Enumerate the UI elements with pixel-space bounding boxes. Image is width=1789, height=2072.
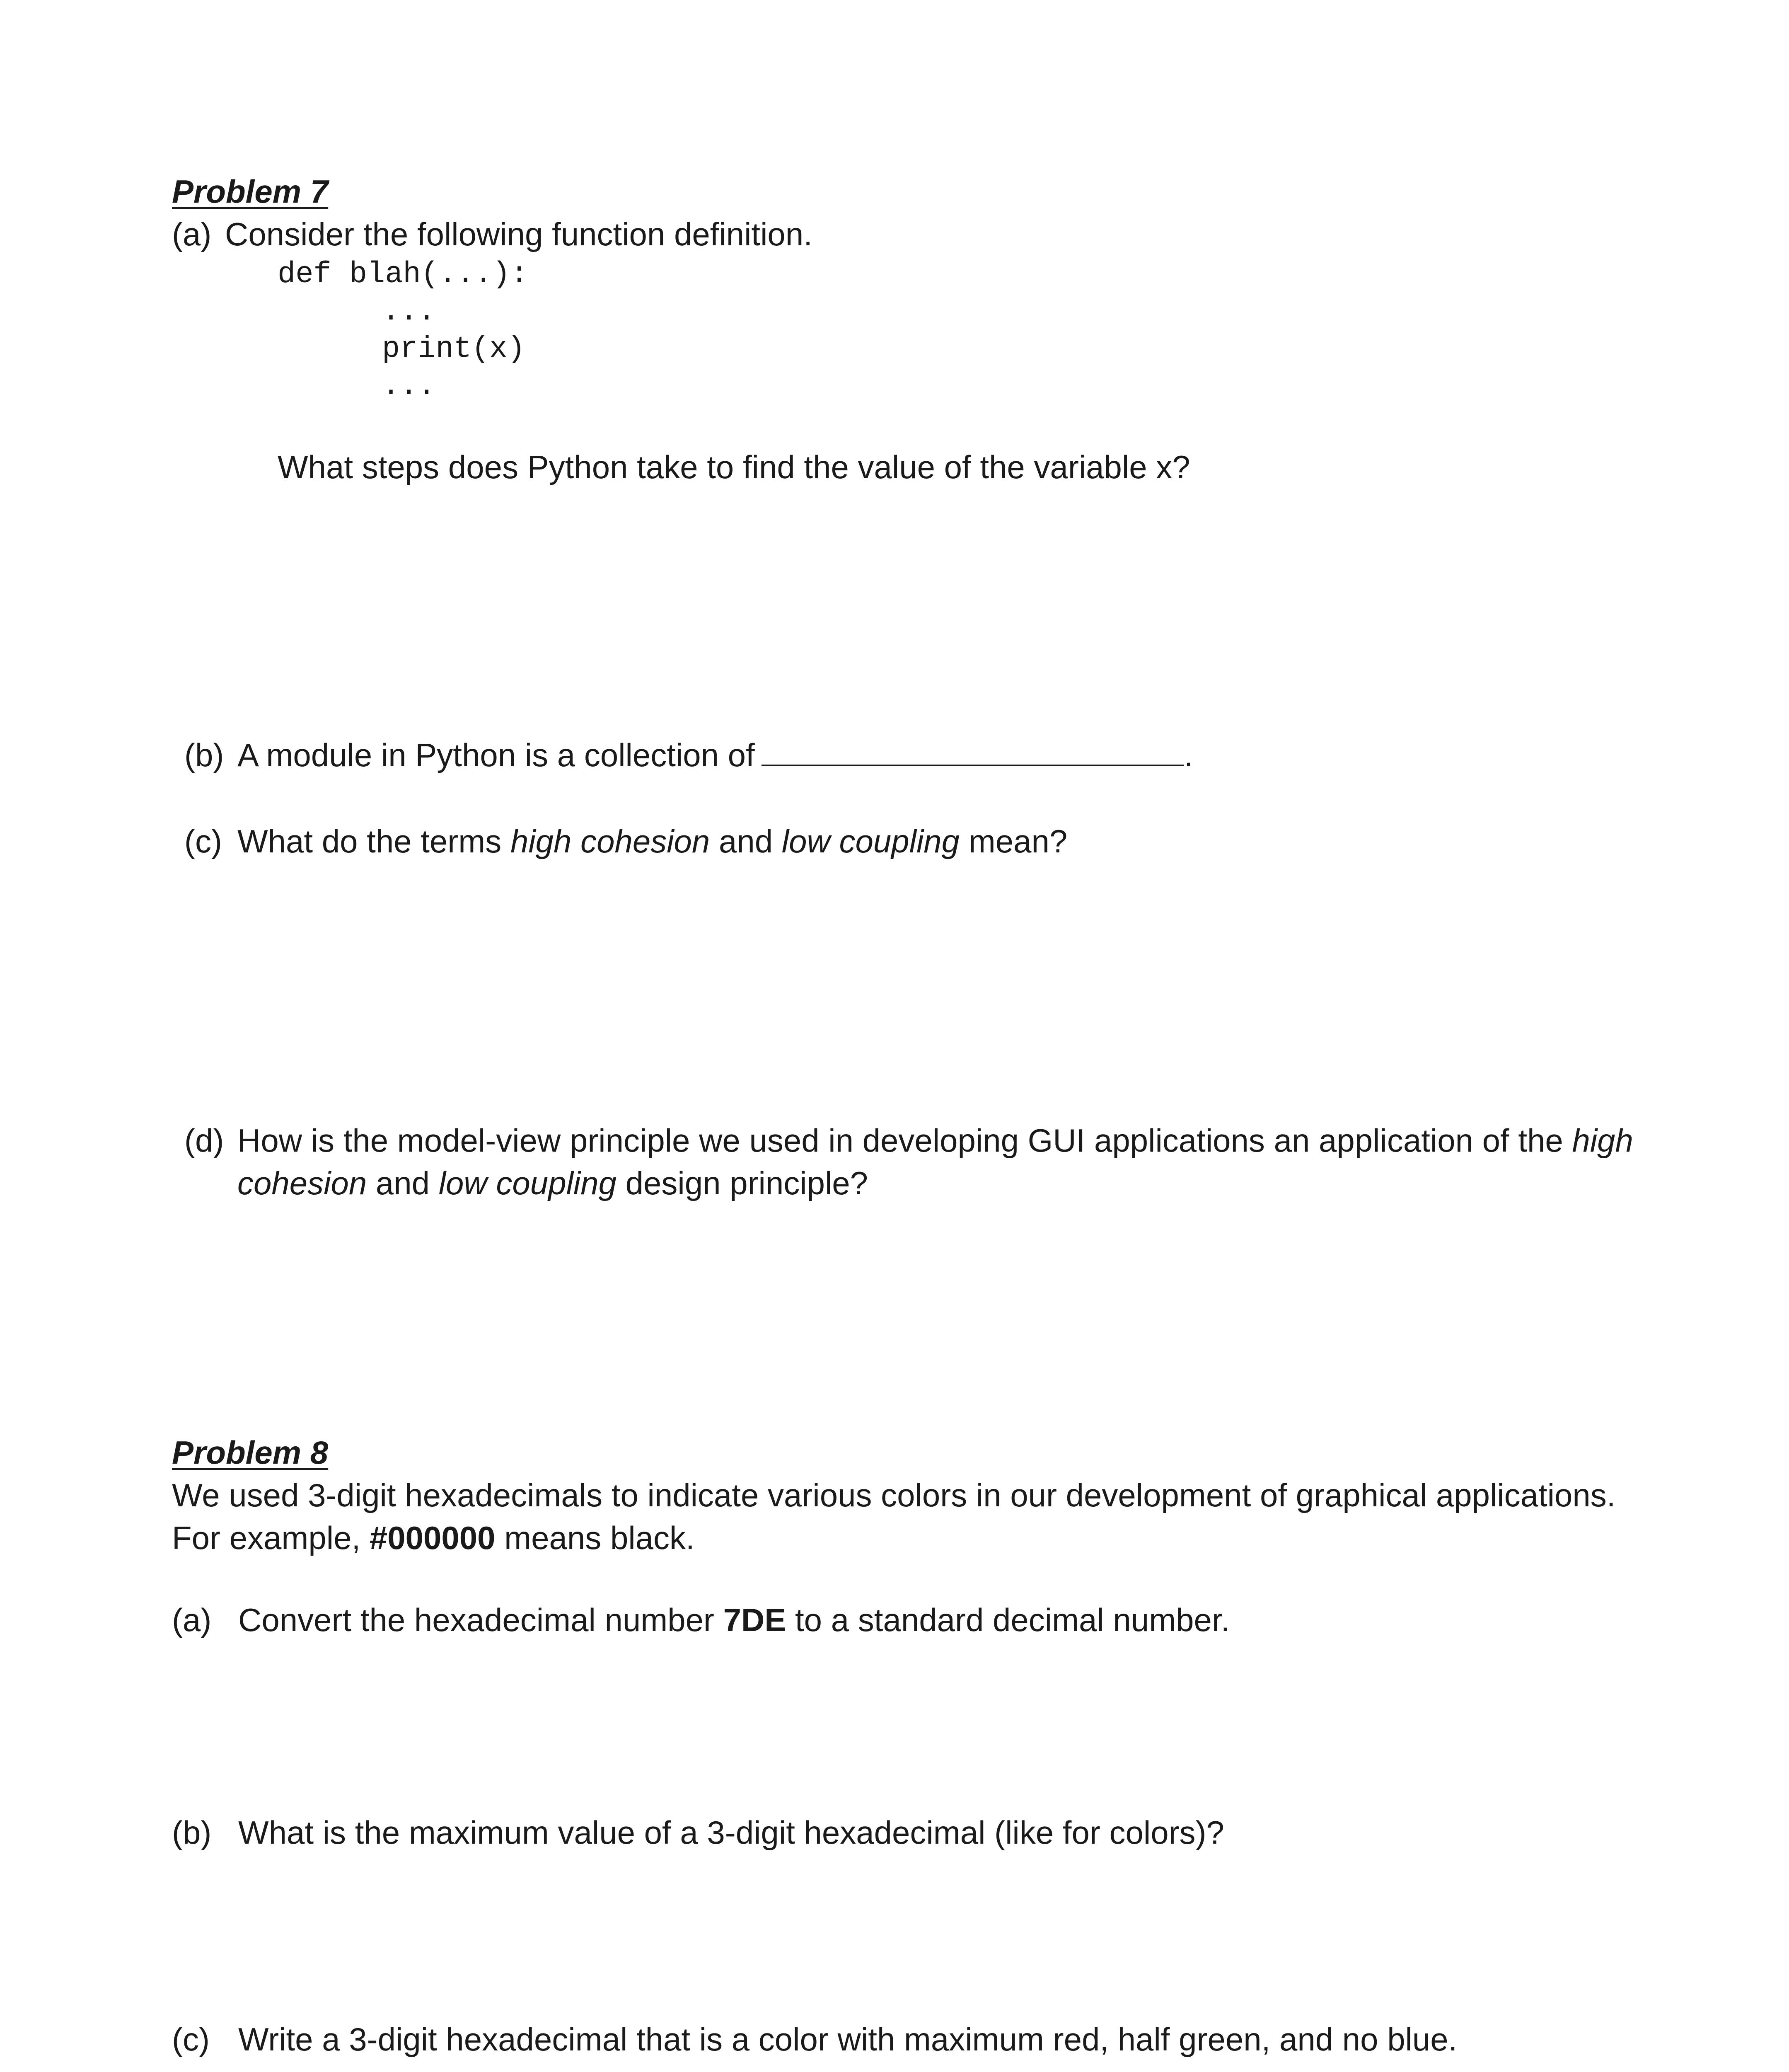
problem-8c-label: (c) (172, 2021, 210, 2057)
problem-7c-prompt (184, 820, 1067, 863)
code-line-print: print(x) (382, 332, 525, 366)
problem-8b-label: (b) (172, 1814, 212, 1851)
problem-7d-label: (d) (184, 1122, 224, 1159)
problem-7c-pre: What do the terms (237, 823, 510, 859)
problem-8a-post: to a standard decimal number. (786, 1602, 1230, 1638)
code-line-ellipsis-2: ... (382, 369, 436, 403)
term-low-coupling-d: low coupling (438, 1165, 616, 1201)
problem-7c-post: mean? (960, 823, 1068, 859)
problem-8a-prompt (172, 1598, 1230, 1641)
problem-7a-prompt (172, 213, 812, 256)
term-high-cohesion: high cohesion (510, 823, 710, 859)
problem-8-intro-line1: We used 3-digit hexadecimals to indicate various colors in our development of graphical applications. (172, 1477, 1616, 1513)
problem-7b-period: . (1184, 737, 1193, 773)
problem-7d-prompt-line1 (184, 1119, 1633, 1162)
term-cohesion: cohesion (237, 1165, 367, 1201)
problem-8c-text: Write a 3-digit hexadecimal that is a color with maximum red, half green, and no blue. (238, 2021, 1458, 2057)
problem-7c-mid: and (710, 823, 782, 859)
hex-value-7de: 7DE (723, 1602, 786, 1638)
problem-7d-line1: How is the model-view principle we used in developing GUI applications an application of the (237, 1122, 1572, 1159)
code-line-ellipsis-1: ... (382, 295, 436, 329)
problem-7b-text: A module in Python is a collection of (237, 737, 755, 773)
problem-8b-prompt (172, 1811, 1224, 1854)
problem-8-intro-post: means black. (495, 1520, 695, 1556)
problem-7a-question: What steps does Python take to find the value of the variable x? (278, 449, 1190, 485)
code-line-def: def blah(...): (278, 257, 528, 291)
problem-7-title: Problem 7 (172, 173, 329, 210)
problem-7b-prompt (184, 733, 1193, 777)
problem-7d-prompt-line2 (237, 1162, 868, 1205)
problem-8-intro-pre: For example, (172, 1520, 370, 1556)
problem-8b-text: What is the maximum value of a 3-digit hexadecimal (like for colors)? (238, 1814, 1224, 1851)
problem-7b-label: (b) (184, 737, 224, 773)
term-low-coupling: low coupling (781, 823, 960, 859)
term-high: high (1572, 1122, 1633, 1159)
problem-8a-pre: Convert the hexadecimal number (238, 1602, 723, 1638)
answer-blank[interactable] (762, 736, 1184, 766)
problem-7c-label: (c) (184, 823, 222, 859)
problem-8c-prompt (172, 2018, 1457, 2061)
problem-8-title: Problem 8 (172, 1434, 329, 1471)
problem-7a-label: (a) (172, 216, 212, 252)
problem-8-intro-line2 (172, 1516, 695, 1559)
problem-7d-post: design principle? (616, 1165, 868, 1201)
color-code-black: #000000 (369, 1520, 496, 1556)
problem-7a-intro: Consider the following function definition. (225, 216, 812, 252)
problem-8a-label: (a) (172, 1602, 212, 1638)
problem-7d-mid: and (367, 1165, 439, 1201)
